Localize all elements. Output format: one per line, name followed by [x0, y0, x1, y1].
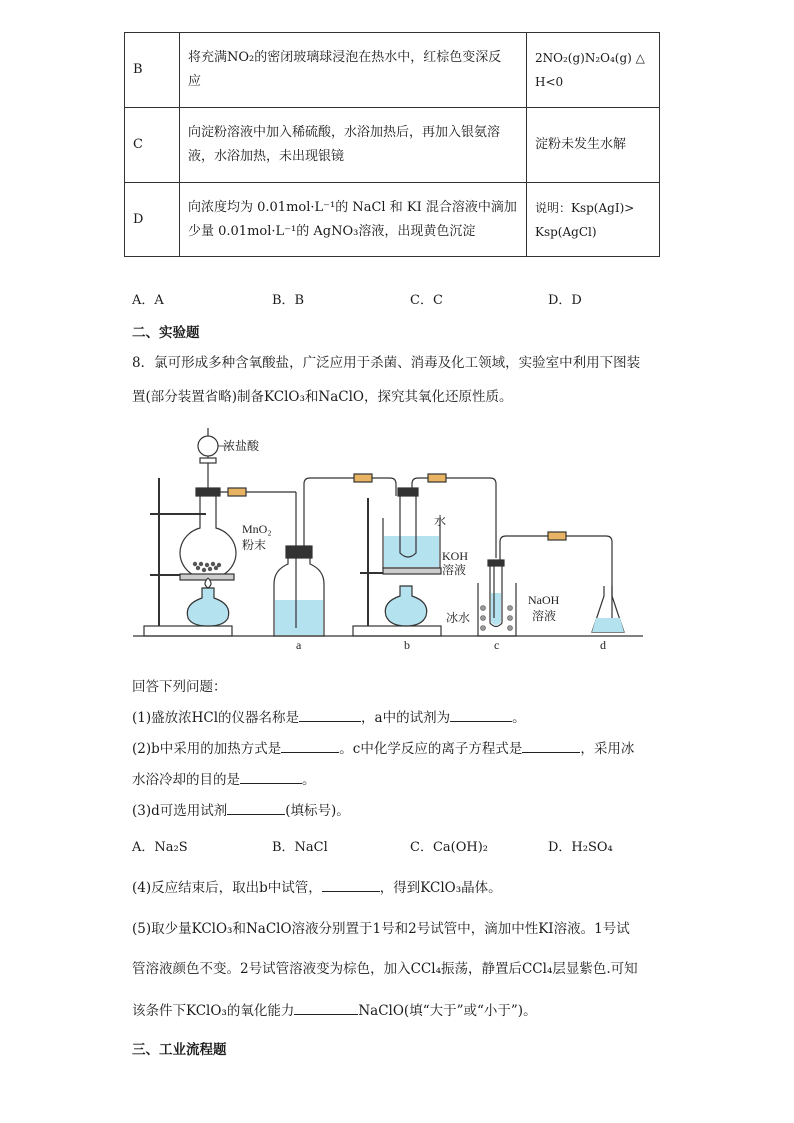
- text: ，a中的试剂为: [361, 710, 451, 726]
- text: (3)d可选用试剂: [132, 803, 228, 819]
- row-conclusion-line: 说明：Ksp(AgI)>: [535, 200, 635, 215]
- row-label: B: [125, 33, 180, 108]
- choice-a[interactable]: A．Na₂S: [132, 840, 188, 855]
- alcohol-lamp: [187, 588, 228, 626]
- apparatus-diagram: [128, 418, 648, 653]
- text: 。c中化学反应的离子方程式是: [339, 741, 523, 757]
- row-operation: [180, 108, 527, 183]
- row-text-line: 液，水浴加热，未出现银镜: [188, 149, 345, 164]
- text: ，采用冰: [580, 741, 635, 757]
- answer-blank[interactable]: [522, 738, 580, 753]
- label-hcl: 浓盐酸: [223, 439, 260, 453]
- subquestion-3: [132, 799, 350, 819]
- choice-c[interactable]: C．C: [410, 293, 443, 308]
- text: NaClO(填“大于”或“小于”)。: [358, 1003, 537, 1019]
- label-naoh-solution: 溶液: [532, 609, 557, 623]
- stopper: [196, 488, 220, 496]
- subquestion-5: (5)取少量KClO₃和NaClO溶液分别置于1号和2号试管中，滴加中性KI溶液。1号试: [132, 921, 630, 937]
- rubber-tube: [228, 488, 246, 496]
- subquestion-1: [132, 706, 526, 726]
- subquestion-2-cont: [132, 768, 316, 788]
- label-a: a: [296, 638, 302, 652]
- label-d: d: [600, 638, 606, 652]
- answer-blank[interactable]: [322, 877, 380, 892]
- row-conclusion: [527, 183, 660, 257]
- answer-blank[interactable]: [299, 707, 361, 722]
- text: 。: [302, 772, 316, 788]
- choice-d[interactable]: D．D: [548, 293, 582, 308]
- label-c: c: [494, 638, 500, 652]
- stand-base: [144, 626, 232, 636]
- label-koh: KOH: [442, 549, 468, 563]
- choice-c[interactable]: C．Ca(OH)₂: [410, 840, 488, 855]
- answer-blank[interactable]: [281, 738, 339, 753]
- label-ice-water: 冰水: [446, 611, 471, 625]
- bottle-stopper: [286, 546, 312, 558]
- answer-blank[interactable]: [227, 800, 285, 815]
- table-row: [125, 33, 660, 108]
- dropping-funnel: [198, 436, 218, 456]
- label-water: 水: [434, 514, 447, 528]
- row-conclusion: [527, 33, 660, 108]
- answer-blank[interactable]: [450, 707, 512, 722]
- options-table: [124, 32, 660, 257]
- choice-b[interactable]: B．B: [272, 293, 305, 308]
- label-mno2: MnO₂: [242, 522, 272, 536]
- section-title: 三、工业流程题: [132, 1042, 227, 1058]
- row-label: D: [125, 183, 180, 257]
- text: (2)b中采用的加热方式是: [132, 741, 282, 757]
- subquestion-5-cont: 管溶液颜色不变。2号试管溶液变为棕色，加入CCl₄振荡，静置后CCl₄层显紫色.可知: [132, 961, 638, 977]
- section-title: 二、实验题: [132, 325, 200, 341]
- text: 。: [512, 710, 526, 726]
- row-conclusion-line: 2NO₂(g)N₂O₄(g) △: [535, 51, 645, 65]
- row-text-line: 少量 0.01mol·L⁻¹的 AgNO₃溶液，出现黄色沉淀: [188, 223, 476, 239]
- row-text-line: 将充满NO₂的密闭玻璃球浸泡在热水中，红棕色变深反: [188, 50, 502, 65]
- row-operation: [180, 183, 527, 257]
- row-text-line: 应: [188, 74, 202, 89]
- text: (1)盛放浓HCl的仪器名称是: [132, 710, 300, 726]
- label-powder: 粉末: [242, 538, 267, 552]
- label-koh-solution: 溶液: [442, 563, 467, 577]
- text: 该条件下KClO₃的氧化能力: [132, 1003, 295, 1019]
- row-conclusion-line: 淀粉未发生水解: [535, 137, 627, 152]
- subquestion-4: [132, 876, 502, 896]
- text: (填标号)。: [285, 803, 350, 819]
- row-text-line: 向浓度均为 0.01mol·L⁻¹的 NaCl 和 KI 混合溶液中滴加: [188, 199, 517, 215]
- row-conclusion-line: Ksp(AgCl): [535, 224, 597, 239]
- row-text-line: 向淀粉溶液中加入稀硫酸，水浴加热后，再加入银氨溶: [188, 125, 501, 140]
- row-conclusion: [527, 108, 660, 183]
- text: 水浴冷却的目的是: [132, 772, 240, 788]
- row-conclusion-line: H<0: [535, 75, 564, 89]
- table-row: [125, 108, 660, 183]
- label-b: b: [404, 638, 410, 652]
- choice-a[interactable]: A．A: [132, 293, 164, 308]
- label-naoh: NaOH: [528, 593, 560, 607]
- text: (4)反应结束后，取出b中试管，: [132, 880, 322, 896]
- subquestion-5-cont: [132, 999, 537, 1019]
- row-operation: [180, 33, 527, 108]
- text: ，得到KClO₃晶体。: [379, 880, 502, 896]
- subquestion-2: [132, 737, 634, 757]
- choice-b[interactable]: B．NaCl: [272, 840, 328, 855]
- table-row: [125, 183, 660, 257]
- choice-d[interactable]: D．H₂SO₄: [548, 840, 613, 855]
- answer-blank[interactable]: [240, 769, 302, 784]
- answer-blank[interactable]: [294, 1000, 358, 1015]
- question-stem: 置(部分装置省略)制备KClO₃和NaClO，探究其氧化还原性质。: [132, 389, 513, 405]
- row-label: C: [125, 108, 180, 183]
- question-stem: 8．氯可形成多种含氧酸盐，广泛应用于杀菌、消毒及化工领域，实验室中利用下图装: [132, 355, 641, 371]
- answer-intro: 回答下列问题：: [132, 679, 227, 695]
